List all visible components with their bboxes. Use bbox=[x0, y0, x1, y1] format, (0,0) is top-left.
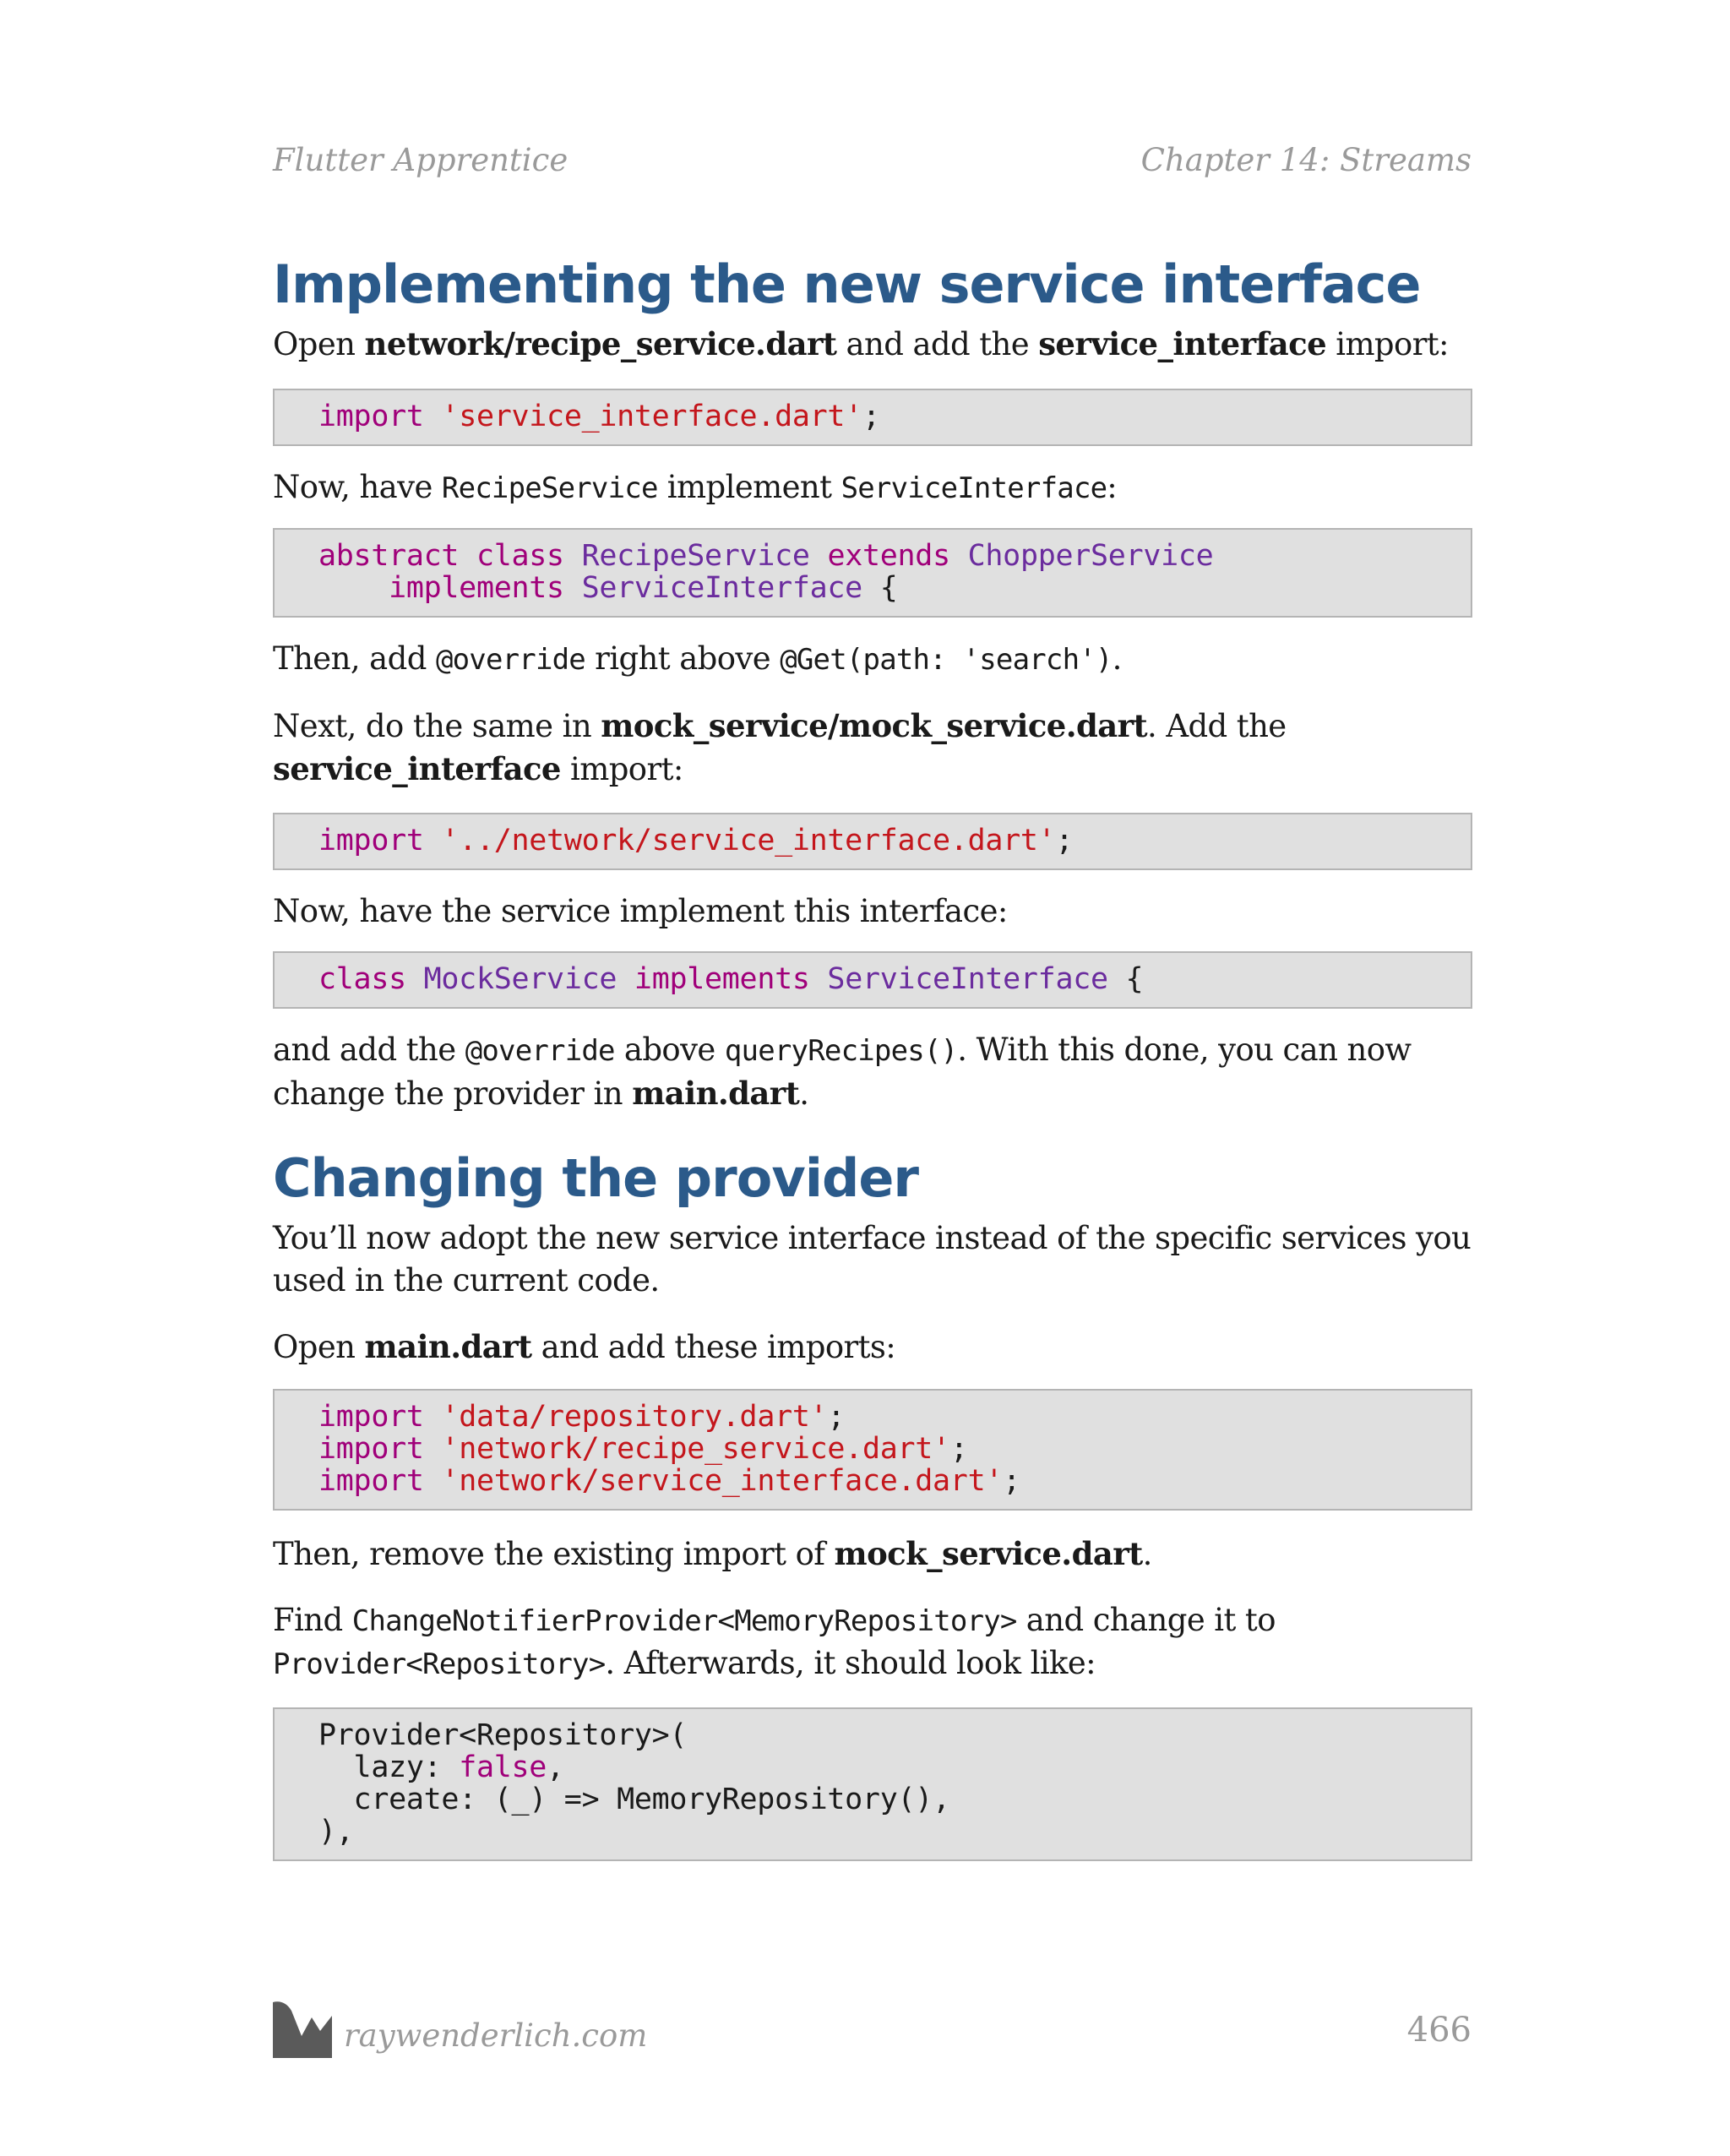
raywenderlich-logo-icon bbox=[273, 1999, 332, 2058]
page-footer bbox=[273, 1999, 1472, 2058]
paragraph-query-recipes: and add the @override above queryRecipes(). With this done, you can now change the provider in main.dart. bbox=[273, 1032, 1412, 1113]
section-heading-changing-provider: Changing the provider bbox=[273, 1147, 918, 1210]
paragraph-implement-interface: Now, have RecipeService implement ServiceInterface: bbox=[273, 469, 1118, 506]
code-block-provider: Provider<Repository>( lazy: false, create: (_) => MemoryRepository(), ), bbox=[273, 1707, 1472, 1861]
paragraph-remove-import: Then, remove the existing import of mock_service.dart. bbox=[273, 1534, 1152, 1572]
book-title: Flutter Apprentice bbox=[273, 142, 569, 178]
paragraph-add-override: Then, add @override right above @Get(path: 'search'). bbox=[273, 640, 1122, 678]
paragraph-open-recipe-service: Open network/recipe_service.dart and add the service_interface import: bbox=[273, 325, 1449, 363]
code-block-mock-service-class: class MockService implements ServiceInterface { bbox=[273, 951, 1472, 1009]
page-header bbox=[273, 142, 1472, 178]
paragraph-service-implement: Now, have the service implement this interface: bbox=[273, 893, 1008, 930]
page-number: 466 bbox=[1406, 2011, 1472, 2050]
code-block-main-imports: import 'data/repository.dart'; import 'network/recipe_service.dart'; import 'network/service_interface.dart'; bbox=[273, 1389, 1472, 1511]
code-block-import-service-interface: import 'service_interface.dart'; bbox=[273, 389, 1472, 446]
paragraph-open-main: Open main.dart and add these imports: bbox=[273, 1327, 896, 1365]
paragraph-find-provider: Find ChangeNotifierProvider<MemoryRepository> and change it to Provider<Repository>. Afterwards, it should look like: bbox=[273, 1601, 1276, 1681]
code-block-import-network-interface: import '../network/service_interface.dart'; bbox=[273, 813, 1472, 870]
paragraph-mock-service: Next, do the same in mock_service/mock_service.dart. Add the service_interface import: bbox=[273, 707, 1287, 788]
site-name: raywenderlich.com bbox=[344, 2017, 648, 2054]
paragraph-adopt-interface: You’ll now adopt the new service interface instead of the specific services you used in the current code. bbox=[273, 1219, 1472, 1298]
section-heading-implementing: Implementing the new service interface bbox=[273, 253, 1421, 315]
chapter-title: Chapter 14: Streams bbox=[1140, 142, 1472, 178]
code-block-recipe-service-class: abstract class RecipeService extends ChopperService implements ServiceInterface { bbox=[273, 528, 1472, 618]
page-content bbox=[273, 253, 1472, 1861]
